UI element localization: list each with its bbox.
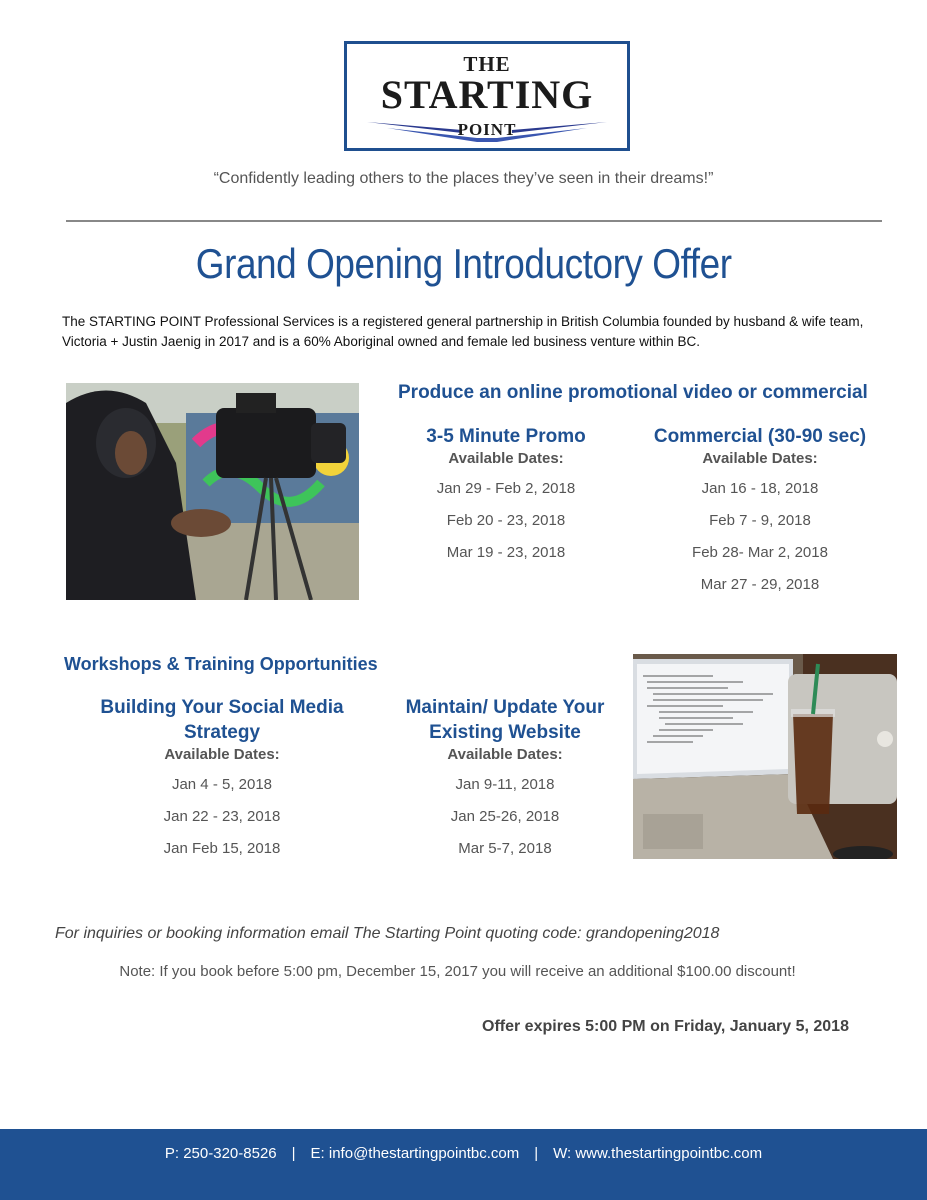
footer-phone[interactable]: P: 250-320-8526	[164, 1145, 277, 1162]
page-title: Grand Opening Introductory Offer	[195, 240, 732, 287]
social-date: Jan Feb 15, 2018	[163, 840, 281, 857]
tagline: “Confidently leading others to the places they’ve seen in their dreams!”	[213, 170, 714, 187]
footer-separator: |	[291, 1145, 296, 1162]
workshops-title: Workshops & Training Opportunities	[64, 654, 378, 674]
website-available-label: Available Dates:	[447, 746, 563, 763]
promo-available-label: Available Dates:	[448, 450, 564, 467]
social-media-column	[88, 695, 356, 865]
website-title-line2: Existing Website	[429, 722, 581, 743]
footer-website-link[interactable]: W: www.thestartingpointbc.com	[553, 1145, 763, 1162]
logo-starting: STARTING	[380, 72, 594, 117]
social-date: Jan 22 - 23, 2018	[163, 808, 281, 825]
intro-paragraph: The STARTING POINT Professional Services is a registered general partnership in British Columbia founded by husband & wife team, Victoria + Justin Jaenig in 2017 and is a 60% Aboriginal owned and female led business venture within BC.	[62, 314, 864, 349]
footer-bar	[0, 1129, 927, 1200]
commercial-date: Feb 7 - 9, 2018	[709, 512, 811, 529]
inquiry-text: For inquiries or booking information email The Starting Point quoting code: grandopening2018	[55, 925, 720, 942]
social-available-label: Available Dates:	[164, 746, 280, 763]
videographer-photo	[66, 383, 359, 600]
footer-email-link[interactable]: E: info@thestartingpointbc.com	[310, 1145, 520, 1162]
laptop-coffee-photo	[633, 654, 897, 859]
website-title-line1: Maintain/ Update Your	[405, 697, 605, 718]
website-date: Jan 9-11, 2018	[455, 776, 555, 793]
logo-point: POINT	[457, 120, 517, 139]
commercial-date: Jan 16 - 18, 2018	[701, 480, 819, 497]
commercial-available-label: Available Dates:	[702, 450, 818, 467]
video-section-title: Produce an online promotional video or commercial	[398, 382, 868, 403]
offer-expiry: Offer expires 5:00 PM on Friday, January 5, 2018	[482, 1018, 849, 1035]
commercial-date: Mar 27 - 29, 2018	[700, 576, 820, 593]
commercial-column	[646, 425, 874, 601]
divider	[66, 220, 882, 222]
logo	[344, 41, 630, 151]
website-column	[392, 695, 618, 865]
promo-date: Mar 19 - 23, 2018	[446, 544, 566, 561]
promo-column	[405, 425, 607, 569]
promo-date: Feb 20 - 23, 2018	[446, 512, 566, 529]
footer-separator: |	[534, 1145, 539, 1162]
website-date: Jan 25-26, 2018	[450, 808, 560, 825]
commercial-title: Commercial (30-90 sec)	[653, 426, 867, 447]
promo-title: 3-5 Minute Promo	[426, 426, 586, 447]
website-date: Mar 5-7, 2018	[458, 840, 552, 857]
social-date: Jan 4 - 5, 2018	[171, 776, 273, 793]
discount-note: Note: If you book before 5:00 pm, December 15, 2017 you will receive an additional $100.00 discount!	[119, 963, 796, 980]
promo-date: Jan 29 - Feb 2, 2018	[436, 480, 576, 497]
footer-contact	[0, 1145, 927, 1162]
social-title-line1: Building Your Social Media	[100, 697, 344, 718]
social-title-line2: Strategy	[183, 722, 261, 743]
commercial-date: Feb 28- Mar 2, 2018	[692, 544, 828, 561]
logo-the: THE	[463, 52, 511, 76]
